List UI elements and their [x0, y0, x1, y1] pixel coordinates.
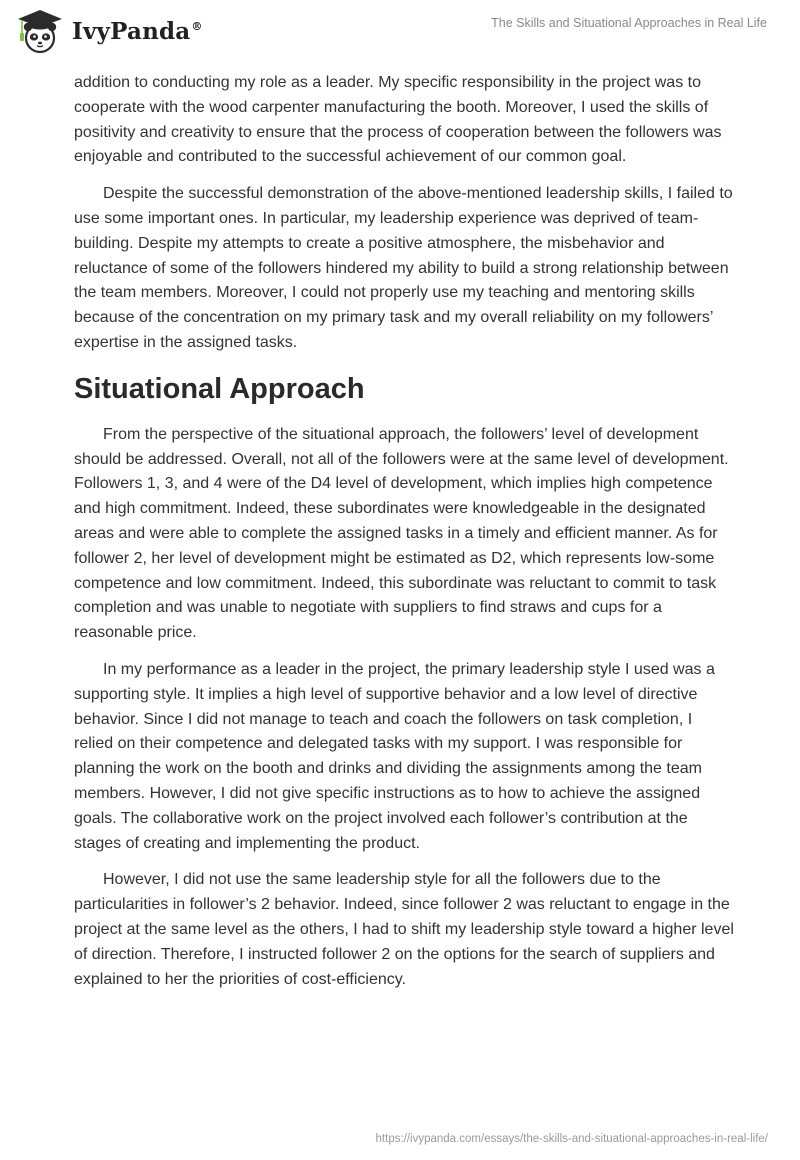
paragraph: addition to conducting my role as a leader. My specific responsibility in the project was to cooperate with the wood carpenter manufacturing the booth. Moreover, I used the skills of positivity and creativity to ensure that the process of cooperation between the followers was enjoyable and contributed to the successful achievement of our common goal.	[74, 74, 722, 166]
ivypanda-logo[interactable]	[14, 8, 203, 54]
paragraph: Despite the successful demonstration of the above-mentioned leadership skills, I failed to use some important ones. In particular, my leadership experience was deprived of team-building. Despite my attempts to create a positive atmosphere, the misbehavior and reluctance of some of the followers hindered my ability to build a strong relationship between the team members. Moreover, I could not properly use my teaching and mentoring skills because of the concentration on my primary task and my overall reliability on my followers’ expertise in the assigned tasks.	[74, 185, 733, 351]
paragraph: From the perspective of the situational approach, the followers’ level of development should be addressed. Overall, not all of the followers were at the same level of development. Followers 1, 3, and 4 were of the D4 level of development, which implies high competence and high commitment. Indeed, these subordinates were knowledgeable in the designated areas and were able to complete the assigned tasks in a timely and efficient manner. As for follower 2, her level of development might be estimated as D2, which represents low-some competence and low commitment. Indeed, this subordinate was reluctant to commit to task completion and was unable to negotiate with suppliers to find straws and cups for a reasonable price.	[74, 425, 729, 642]
panda-graduate-icon	[14, 8, 66, 54]
brand-name: IvyPanda®	[72, 17, 203, 45]
paragraph: However, I did not use the same leadership style for all the followers due to the particularities in follower’s 2 behavior. Indeed, since follower 2 was reluctant to engage in the project at the same level as the others, I had to shift my leadership style toward a higher level of direction. Therefore, I instructed follower 2 on the options for the search of suppliers and explained to her the priorities of cost-efficiency.	[74, 871, 734, 988]
paragraph: In my performance as a leader in the project, the primary leadership style I used was a supporting style. It implies a high level of supportive behavior and a low level of directive behavior. Since I did not manage to teach and coach the followers on task completion, I relied on their competence and delegated tasks with my support. I was responsible for planning the work on the booth and drinks and dividing the assignments among the team members. However, I did not give specific instructions as to how to achieve the assigned goals. The collaborative work on the project involved each follower’s contribution at the stages of creating and implementing the product.	[74, 660, 715, 852]
source-url[interactable]: https://ivypanda.com/essays/the-skills-and-situational-approaches-in-real-life/	[375, 1133, 768, 1145]
document-title: The Skills and Situational Approaches in Real Life	[491, 16, 767, 30]
section-heading: Situational Approach	[74, 372, 365, 405]
page-header	[0, 0, 800, 62]
essay-content	[74, 71, 734, 1004]
